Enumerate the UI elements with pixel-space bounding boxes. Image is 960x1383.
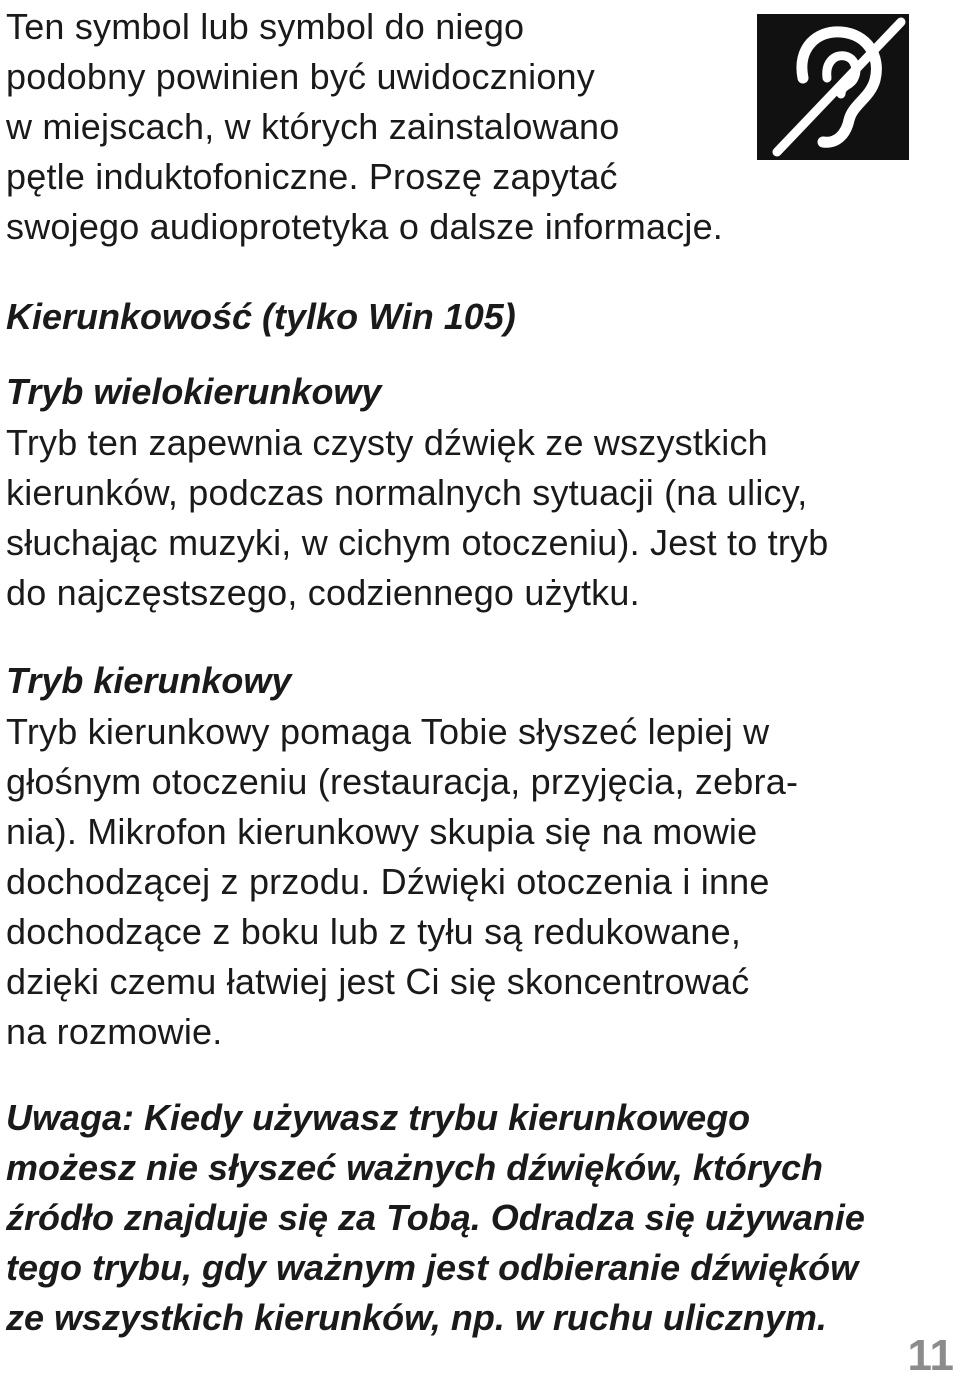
intro-line: Ten symbol lub symbol do niego [6, 6, 525, 47]
intro-line: pętle induktofoniczne. Proszę zapytać [6, 156, 618, 197]
section-title: Kierunkowość (tylko Win 105) [6, 296, 516, 337]
intro-paragraph [6, 2, 746, 252]
note-line: źródło znajduje się za Tobą. Odradza się używanie [6, 1197, 865, 1238]
note-line: tego trybu, gdy ważnym jest odbieranie dźwięków [6, 1247, 859, 1288]
directional-line: Tryb kierunkowy pomaga Tobie słyszeć lepiej w [6, 711, 770, 752]
directional-line: dzięki czemu łatwiej jest Ci się skoncentrować [6, 961, 750, 1002]
intro-line: swojego audioprotetyka o dalsze informacje. [6, 206, 723, 247]
omni-line: słuchając muzyki, w cichym otoczeniu). Jest to tryb [6, 522, 829, 563]
omni-paragraph [6, 418, 956, 618]
page-number: 11 [907, 1331, 954, 1380]
directional-line: na rozmowie. [6, 1011, 223, 1052]
directional-line: głośnym otoczeniu (restauracja, przyjęcia, zebra- [6, 761, 799, 802]
note-line: Uwaga: Kiedy używasz trybu kierunkowego [6, 1097, 751, 1138]
omni-line: kierunków, podczas normalnych sytuacji (na ulicy, [6, 472, 808, 513]
directional-heading: Tryb kierunkowy [6, 660, 292, 701]
note-line: ze wszystkich kierunków, np. w ruchu ulicznym. [6, 1297, 827, 1338]
directional-line: nia). Mikrofon kierunkowy skupia się na mowie [6, 811, 758, 852]
directional-line: dochodzącej z przodu. Dźwięki otoczenia i inne [6, 861, 770, 902]
directional-line: dochodzące z boku lub z tyłu są redukowane, [6, 911, 742, 952]
note-line: możesz nie słyszeć ważnych dźwięków, których [6, 1147, 823, 1188]
warning-note [6, 1093, 956, 1343]
directional-paragraph [6, 707, 956, 1057]
hearing-loop-ear-icon [757, 14, 909, 160]
intro-line: w miejscach, w których zainstalowano [6, 106, 620, 147]
omni-heading: Tryb wielokierunkowy [6, 371, 382, 412]
omni-line: Tryb ten zapewnia czysty dźwięk ze wszystkich [6, 422, 768, 463]
omni-line: do najczęstszego, codziennego użytku. [6, 572, 640, 613]
intro-line: podobny powinien być uwidoczniony [6, 56, 595, 97]
